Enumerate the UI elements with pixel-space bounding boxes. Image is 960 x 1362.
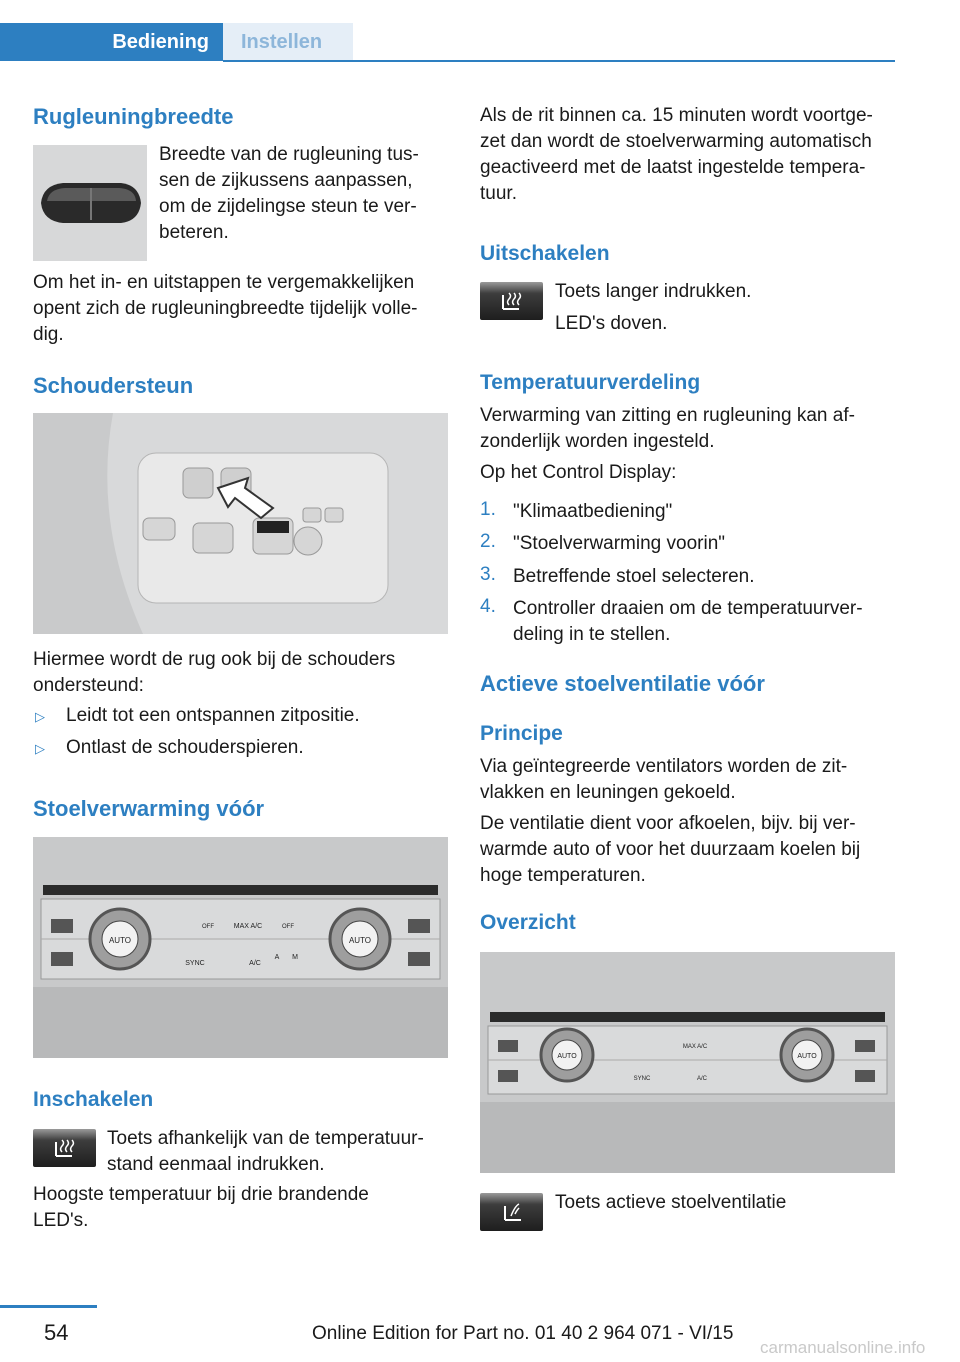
step-item: "Klimaatbediening" <box>513 501 673 522</box>
backrest-width-paragraph: Om het in- en uitstappen te vergemakkelijken opent zich de rugleuningbreedte tijdelijk volle- dig. <box>33 272 418 345</box>
climate-panel-photo <box>480 952 895 1173</box>
section-title-stoelverwarming: Stoelverwarming vóór <box>33 796 265 821</box>
off-label: OFF <box>282 924 294 930</box>
section-title-uitschakelen: Uitschakelen <box>480 242 610 265</box>
tab-bediening[interactable]: Bediening <box>0 23 223 61</box>
switch-off-instructions: Toets langer indrukken. LED's doven. <box>555 281 752 334</box>
switch-on-paragraph: Hoogste temperatuur bij drie brandende LED's. <box>33 1184 369 1231</box>
ventilation-button-label: Toets actieve stoelventilatie <box>555 1192 787 1213</box>
sync-label: SYNC <box>633 1076 651 1082</box>
step-number: 1. <box>480 499 496 520</box>
watermark: carmanualsonline.info <box>760 1338 926 1357</box>
ac-label: A/C <box>249 960 261 967</box>
seat-controls-illustration <box>33 413 448 634</box>
a-label: A <box>274 954 280 961</box>
seat-heating-button-image <box>33 1129 96 1167</box>
seat-ventilation-button-image <box>480 1193 543 1231</box>
tab-instellen[interactable]: Instellen <box>223 23 353 61</box>
section-title-principe: Principe <box>480 722 563 745</box>
seat-heating-button-image <box>480 282 543 320</box>
step-number: 3. <box>480 564 496 585</box>
seat-ventilation-icon <box>497 1200 527 1224</box>
rocker-switch-icon <box>33 145 147 261</box>
section-title-stoelventilatie: Actieve stoelventilatie vóór <box>480 671 765 696</box>
list-item: Ontlast de schouderspieren. <box>66 737 304 758</box>
bullet-icon: ▷ <box>35 709 45 724</box>
principle-paragraph-2: De ventilatie dient voor afkoelen, bijv. bij ver- warmde auto of voor het duurzaam koelen bij hoge temperaturen. <box>480 813 861 886</box>
backrest-width-description: Breedte van de rugleuning tus- sen de zijkussens aanpassen, om de zijdelingse steun te ver- beteren. <box>159 144 419 243</box>
backrest-width-button-image <box>33 145 147 261</box>
edition-text: Online Edition for Part no. 01 40 2 964 071 - VI/15 <box>312 1323 734 1344</box>
control-display-label: Op het Control Display: <box>480 462 677 483</box>
step-item: Betreffende stoel selecteren. <box>513 566 755 587</box>
auto-label: AUTO <box>108 936 132 945</box>
switch-on-description: Toets afhankelijk van de temperatuur- stand eenmaal indrukken. <box>107 1128 424 1175</box>
climate-control-illustration <box>480 952 895 1173</box>
auto-label: AUTO <box>557 1053 577 1060</box>
footer-rule <box>0 1305 97 1308</box>
section-title-rugleuningbreedte: Rugleuningbreedte <box>33 104 234 129</box>
header-tabs <box>0 23 895 61</box>
sync-label: SYNC <box>185 960 205 967</box>
auto-activation-paragraph: Als de rit binnen ca. 15 minuten wordt voortge- zet dan wordt de stoelverwarming automatisch geactiveerd met de laatst ingestelde tempera- tuur. <box>480 105 873 204</box>
section-title-temperatuurverdeling: Temperatuurverdeling <box>480 371 701 394</box>
seat-heating-icon <box>50 1136 80 1160</box>
principle-paragraph: Via geïntegreerde ventilators worden de zit- vlakken en leuningen gekoeld. <box>480 756 848 803</box>
step-item: Controller draaien om de temperatuurver- deling in te stellen. <box>513 598 863 645</box>
off-label: OFF <box>202 924 214 930</box>
climate-control-illustration <box>33 837 448 1058</box>
auto-label: AUTO <box>797 1053 817 1060</box>
shoulder-support-switch-photo <box>33 413 448 634</box>
list-item: Leidt tot een ontspannen zitpositie. <box>66 705 360 726</box>
step-number: 4. <box>480 596 496 617</box>
max-ac-label: MAX A/C <box>233 923 263 930</box>
tab-underline <box>223 60 895 62</box>
shoulder-support-paragraph: Hiermee wordt de rug ook bij de schouders ondersteund: <box>33 649 396 696</box>
step-number: 2. <box>480 531 496 552</box>
m-label: M <box>292 954 298 961</box>
max-ac-label: MAX A/C <box>682 1044 708 1050</box>
auto-label: AUTO <box>348 936 372 945</box>
section-title-schoudersteun: Schoudersteun <box>33 373 194 398</box>
climate-panel-photo <box>33 837 448 1058</box>
temperature-distribution-paragraph: Verwarming van zitting en rugleuning kan af- zonderlijk worden ingesteld. <box>480 405 855 452</box>
section-title-inschakelen: Inschakelen <box>33 1088 154 1111</box>
bullet-icon: ▷ <box>35 741 45 756</box>
step-item: "Stoelverwarming voorin" <box>513 533 726 554</box>
page-number: 54 <box>44 1320 69 1345</box>
section-title-overzicht: Overzicht <box>480 911 576 934</box>
ac-label: A/C <box>696 1076 708 1082</box>
seat-heating-icon <box>497 289 527 313</box>
